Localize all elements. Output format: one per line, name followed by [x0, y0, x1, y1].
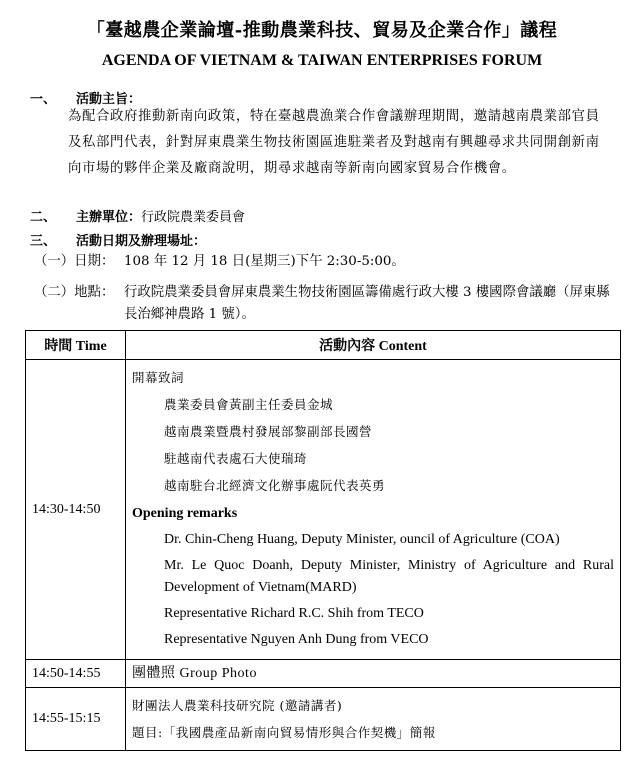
header-content: 活動內容 Content	[126, 331, 621, 360]
section-purpose-body: 為配合政府推動新南向政策，特在臺越農漁業合作會議辦理期間，邀請越南農業部官員及私部門代表，針對屏東農業生物技術園區進駐業者及對越南有興趣尋求共同開創新南向市場的夥伴企業及廠商說明，期尋求越南等新南向國家貿易合作機會。	[68, 109, 600, 176]
content-cell	[126, 660, 621, 688]
speaker-zh: 財團法人農業科技研究院 (邀請講者)	[132, 698, 343, 713]
date-label: （一）日期：	[34, 254, 115, 269]
section-number: 三、	[30, 234, 57, 249]
opening-en-title: Opening remarks	[132, 506, 238, 521]
table-row	[26, 688, 621, 751]
organizer-value: 行政院農業委員會	[141, 210, 246, 225]
section-number: 二、	[30, 210, 57, 225]
speaker-zh: 越南駐台北經濟文化辦事處阮代表英勇	[164, 478, 386, 493]
venue-label: （二）地點：	[34, 285, 115, 300]
speaker-en: Mr. Le Quoc Doanh, Deputy Minister, Ministry of Agriculture and Rural Development of Vietnam(MARD)	[164, 558, 614, 595]
group-photo: 團體照 Group Photo	[132, 665, 257, 681]
speaker-zh: 越南農業暨農村發展部黎副部長國營	[164, 424, 373, 439]
page-title-en: AGENDA OF VIETNAM & TAIWAN ENTERPRISES FORUM	[101, 52, 543, 69]
content-cell	[126, 688, 621, 751]
event-venue	[34, 282, 624, 326]
section-label: 活動主旨：	[76, 92, 142, 107]
opening-zh-title: 開幕致詞	[132, 370, 185, 385]
time-cell: 14:55-15:15	[26, 688, 126, 751]
speaker-en: Representative Nguyen Anh Dung from VECO	[164, 632, 429, 647]
section-label: 活動日期及辦理場址：	[76, 234, 207, 249]
section-organizer	[30, 206, 245, 225]
table-row	[26, 360, 621, 660]
speaker-en: Representative Richard R.C. Shih from TECO	[164, 606, 424, 621]
section-label: 主辦單位：	[76, 210, 142, 225]
time-cell: 14:50-14:55	[26, 660, 126, 688]
table-header-row	[26, 331, 621, 360]
table-row	[26, 660, 621, 688]
content-cell	[126, 360, 621, 660]
section-date-venue-heading	[30, 230, 206, 249]
page-title-zh: 「臺越農企業論壇-推動農業科技、貿易及企業合作」議程	[86, 20, 558, 41]
speaker-en: Dr. Chin-Cheng Huang, Deputy Minister, ouncil of Agriculture (COA)	[164, 532, 560, 547]
speaker-zh: 駐越南代表處石大使瑞琦	[164, 451, 308, 466]
venue-value: 行政院農業委員會屏東農業生物技術園區籌備處行政大樓 3 樓國際會議廳（屏東縣長治鄉神農路 1 號）。	[124, 285, 610, 322]
topic-zh: 題目:「我國農產品新南向貿易情形與合作契機」簡報	[132, 725, 436, 740]
speaker-zh: 農業委員會黃副主任委員金城	[164, 397, 334, 412]
date-value: 108 年 12 月 18 日(星期三)下午 2:30-5:00。	[124, 254, 405, 269]
event-date	[34, 251, 624, 273]
header-time: 時間 Time	[26, 331, 126, 360]
section-number: 一、	[30, 92, 57, 107]
time-cell: 14:30-14:50	[26, 360, 126, 660]
agenda-table	[25, 330, 621, 751]
